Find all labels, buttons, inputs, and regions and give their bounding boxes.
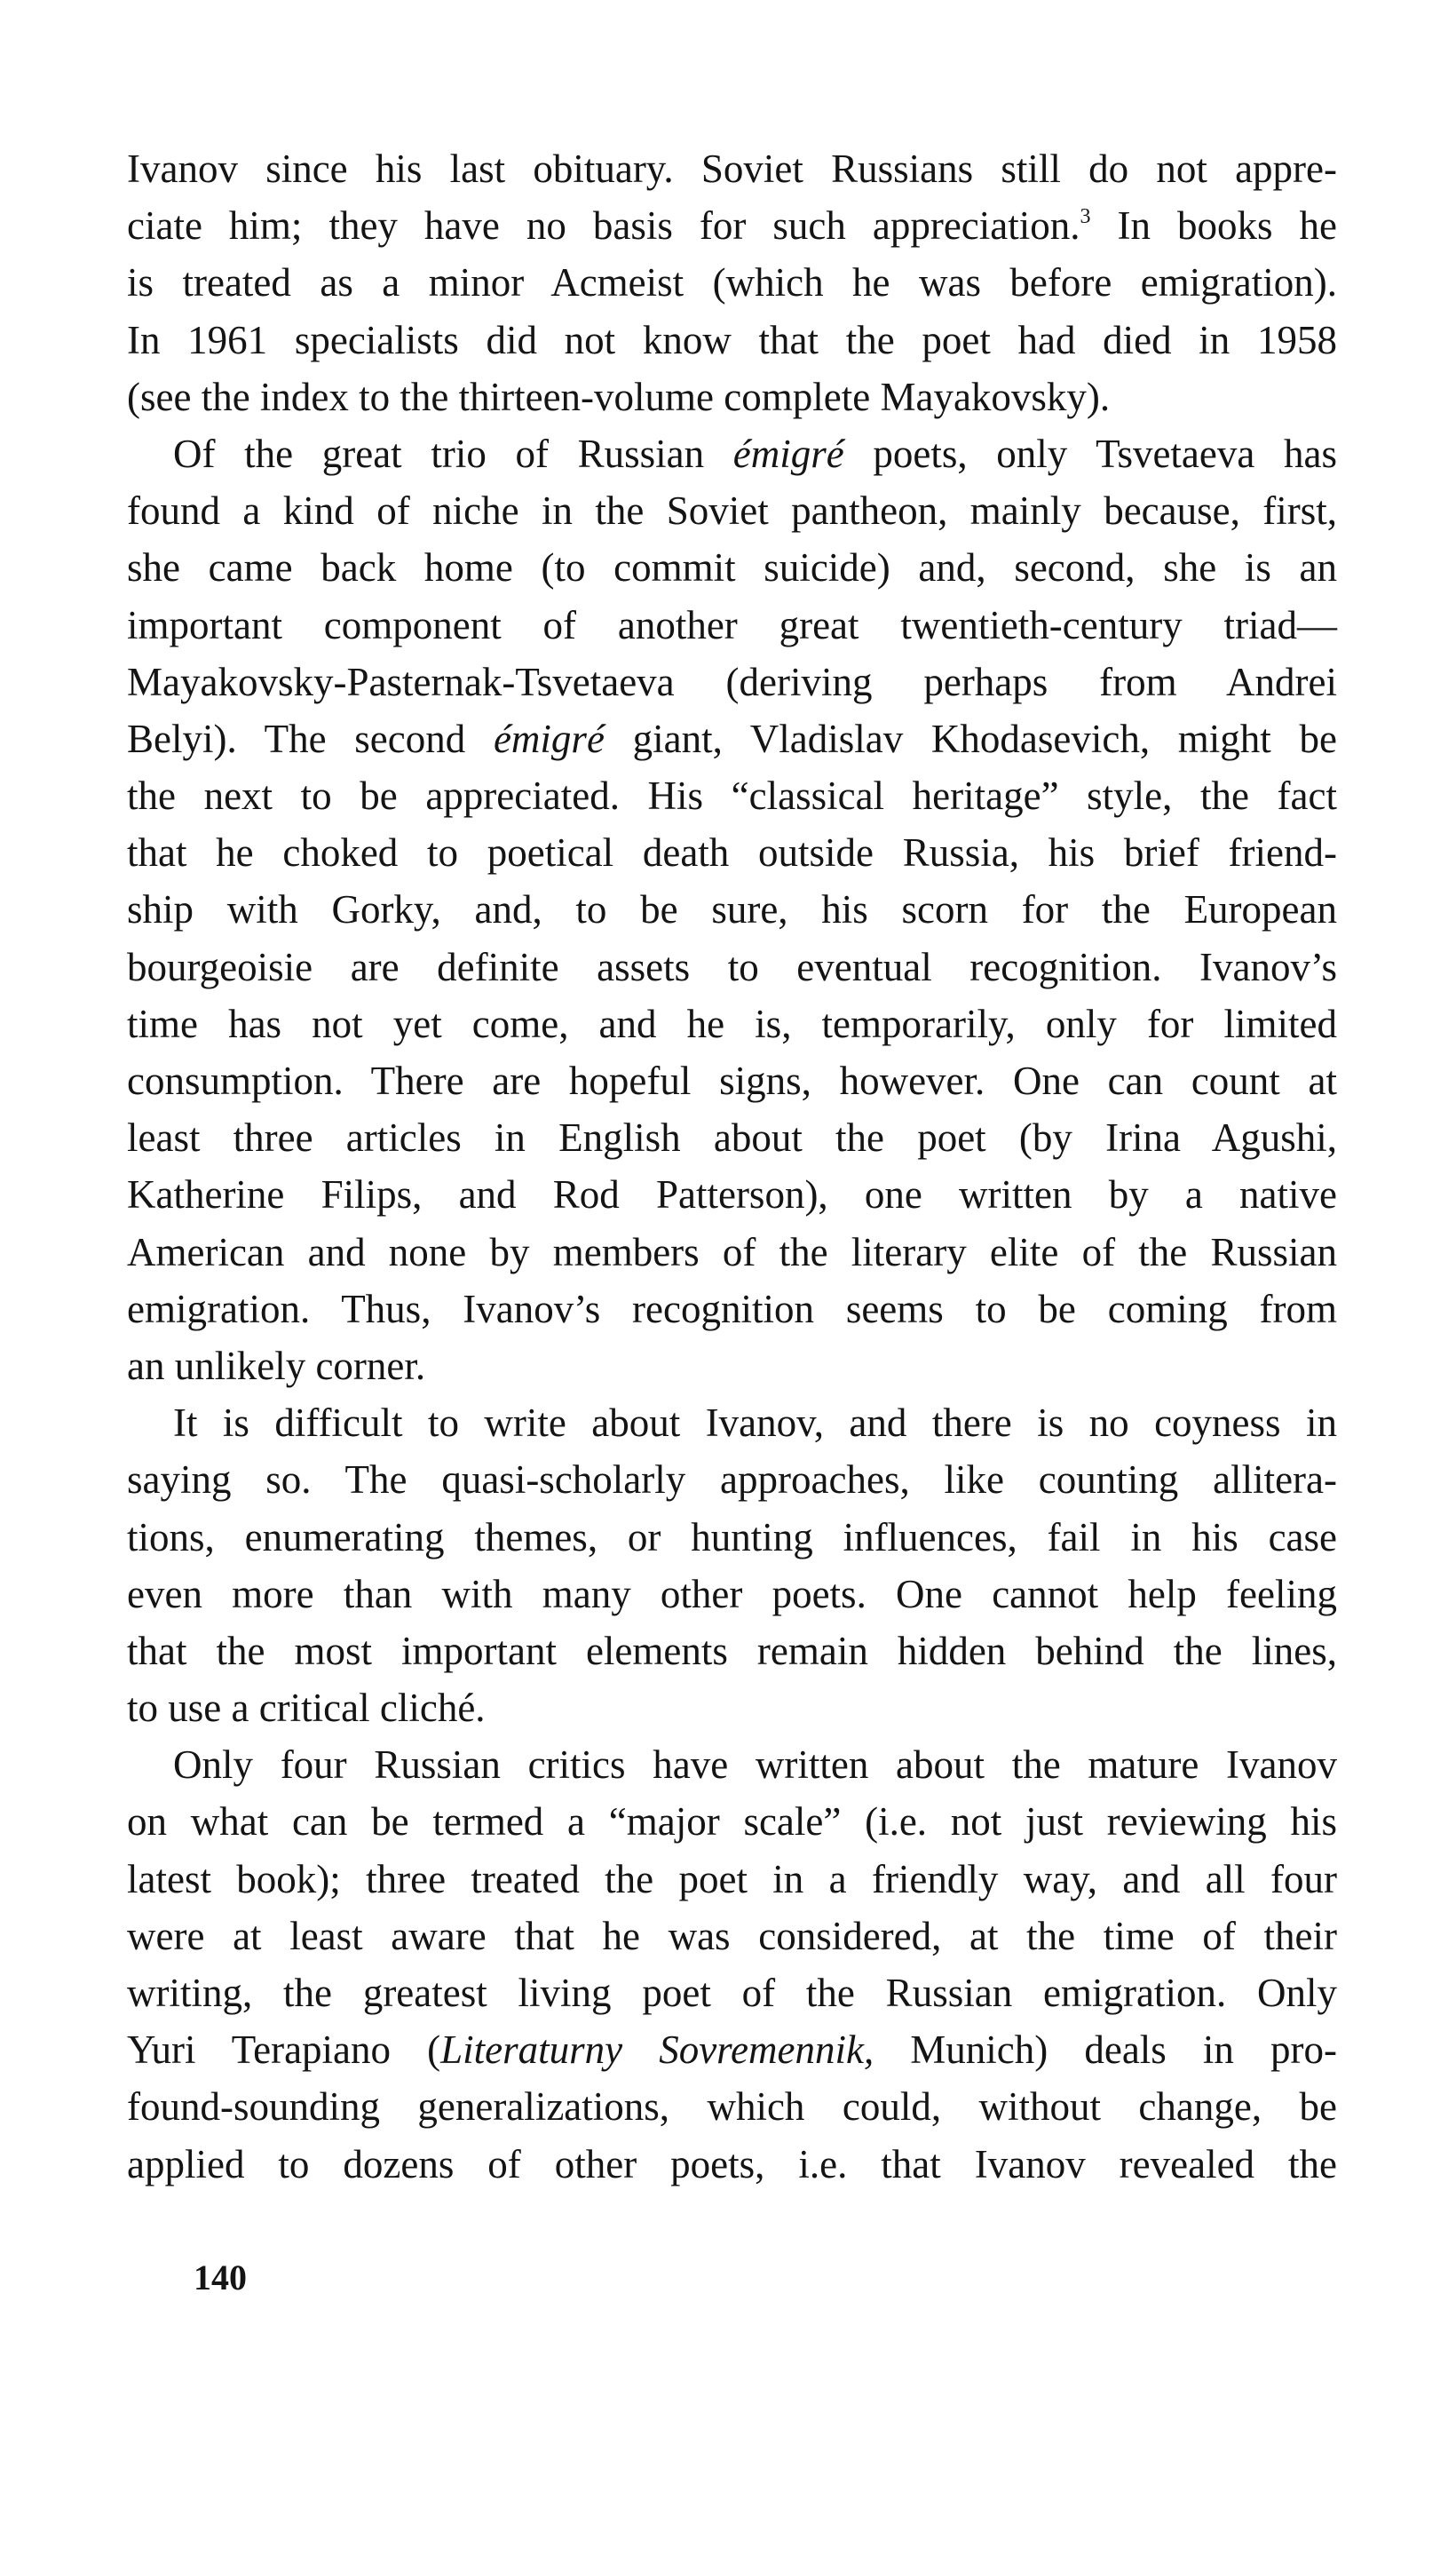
text-line xyxy=(127,1566,1337,1623)
text-line xyxy=(127,710,1337,767)
line-text: that he choked to poetical death outside Russia, his brief friend- xyxy=(127,830,1337,876)
text-line xyxy=(127,254,1337,311)
line-text: In 1961 specialists did not know that the poet had died in 1958 xyxy=(127,317,1337,362)
line-text: latest book); three treated the poet in a friendly way, and all four xyxy=(127,1856,1337,1901)
line-text: an unlikely corner. xyxy=(127,1343,426,1388)
line-text: bourgeoisie are definite assets to eventual recognition. Ivanov’s xyxy=(127,944,1337,989)
line-text: ciate him; they have no basis for such appreciation. xyxy=(127,203,1080,249)
text-line xyxy=(127,824,1337,881)
text-line xyxy=(127,881,1337,938)
text-line xyxy=(127,539,1337,596)
text-line xyxy=(127,1052,1337,1109)
italic-text: émigré xyxy=(493,716,605,761)
text-line xyxy=(127,2078,1337,2135)
text-line xyxy=(127,1793,1337,1850)
text-line xyxy=(127,425,1337,482)
line-text: (see the index to the thirteen-volume complete Mayakovsky). xyxy=(127,374,1111,419)
text-line xyxy=(127,1166,1337,1223)
line-text: Belyi). The second xyxy=(127,716,494,761)
text-line xyxy=(127,1851,1337,1908)
line-text: Ivanov since his last obituary. Soviet Russians still do not appre- xyxy=(127,147,1337,191)
text-line xyxy=(127,1337,1337,1394)
line-text-continued: giant, Vladislav Khodasevich, might be xyxy=(604,716,1337,761)
line-text: she came back home (to commit suicide) and, second, she is an xyxy=(127,545,1337,591)
line-text: Of the great trio of Russian xyxy=(173,431,733,476)
line-text: saying so. The quasi-scholarly approaches, like counting allitera- xyxy=(127,1457,1337,1503)
text-line xyxy=(127,369,1337,425)
text-line xyxy=(127,1736,1337,1793)
text-line xyxy=(127,1509,1337,1566)
line-text: It is difficult to write about Ivanov, and there is no coyness in xyxy=(173,1401,1337,1446)
footnote-marker: 3 xyxy=(1080,205,1091,229)
line-text: Mayakovsky-Pasternak-Tsvetaeva (deriving perhaps from Andrei xyxy=(127,659,1337,704)
line-text: the next to be appreciated. His “classical heritage” style, the fact xyxy=(127,774,1337,819)
line-text: to use a critical cliché. xyxy=(127,1686,486,1731)
italic-text: émigré xyxy=(732,431,844,476)
text-line xyxy=(127,1281,1337,1337)
line-text: emigration. Thus, Ivanov’s recognition seems to be coming from xyxy=(127,1286,1337,1331)
line-text: writing, the greatest living poet of the Russian emigration. Only xyxy=(127,1971,1337,2015)
line-text: is treated as a minor Acmeist (which he was before emigration). xyxy=(127,260,1337,305)
line-text: ship with Gorky, and, to be sure, his scorn for the European xyxy=(127,887,1337,932)
line-text: found a kind of niche in the Soviet pantheon, mainly because, first, xyxy=(127,488,1337,534)
text-line xyxy=(127,1451,1337,1508)
line-text-continued: Munich) deals in pro- xyxy=(874,2027,1337,2073)
line-text: consumption. There are hopeful signs, however. One can count at xyxy=(127,1059,1337,1103)
text-line xyxy=(127,140,1337,197)
line-text: least three articles in English about the poet (by Irina Agushi, xyxy=(127,1115,1337,1161)
text-line xyxy=(127,1623,1337,1679)
line-text: on what can be termed a “major scale” (i.e. not just reviewing his xyxy=(127,1799,1337,1845)
line-text: Katherine Filips, and Rod Patterson), one written by a native xyxy=(127,1172,1337,1218)
line-text: found-sounding generalizations, which could, without change, be xyxy=(127,2084,1337,2130)
line-text: applied to dozens of other poets, i.e. that Ivanov revealed the xyxy=(127,2141,1337,2186)
line-text: American and none by members of the literary elite of the Russian xyxy=(127,1229,1337,1274)
text-line xyxy=(127,1224,1337,1281)
text-line xyxy=(127,197,1337,254)
line-text: tions, enumerating themes, or hunting influences, fail in his case xyxy=(127,1514,1337,1559)
body-text xyxy=(127,140,1337,2193)
line-text-continued: poets, only Tsvetaeva has xyxy=(843,431,1337,476)
text-line xyxy=(127,1908,1337,1964)
text-line xyxy=(127,996,1337,1052)
italic-text: Literaturny Sovremennik, xyxy=(440,2027,874,2073)
text-line xyxy=(127,1679,1337,1736)
line-text: important component of another great twentieth-century triad— xyxy=(127,602,1337,647)
line-text: were at least aware that he was considered, at the time of their xyxy=(127,1913,1337,1958)
text-line xyxy=(127,312,1337,369)
text-line xyxy=(127,1394,1337,1451)
text-line xyxy=(127,2021,1337,2078)
text-line xyxy=(127,1964,1337,2021)
text-line xyxy=(127,482,1337,539)
line-text: even more than with many other poets. One cannot help feeling xyxy=(127,1571,1337,1616)
line-text: that the most important elements remain hidden behind the lines, xyxy=(127,1628,1337,1673)
text-line xyxy=(127,2136,1337,2193)
text-line xyxy=(127,1109,1337,1166)
text-line xyxy=(127,597,1337,654)
text-line xyxy=(127,654,1337,710)
page-number: 140 xyxy=(194,2258,247,2297)
text-line xyxy=(127,767,1337,824)
line-text-continued: In books he xyxy=(1090,203,1337,249)
line-text: Yuri Terapiano ( xyxy=(127,2027,441,2073)
line-text: time has not yet come, and he is, temporarily, only for limited xyxy=(127,1001,1337,1046)
text-line xyxy=(127,939,1337,996)
line-text: Only four Russian critics have written about the mature Ivanov xyxy=(173,1742,1337,1788)
